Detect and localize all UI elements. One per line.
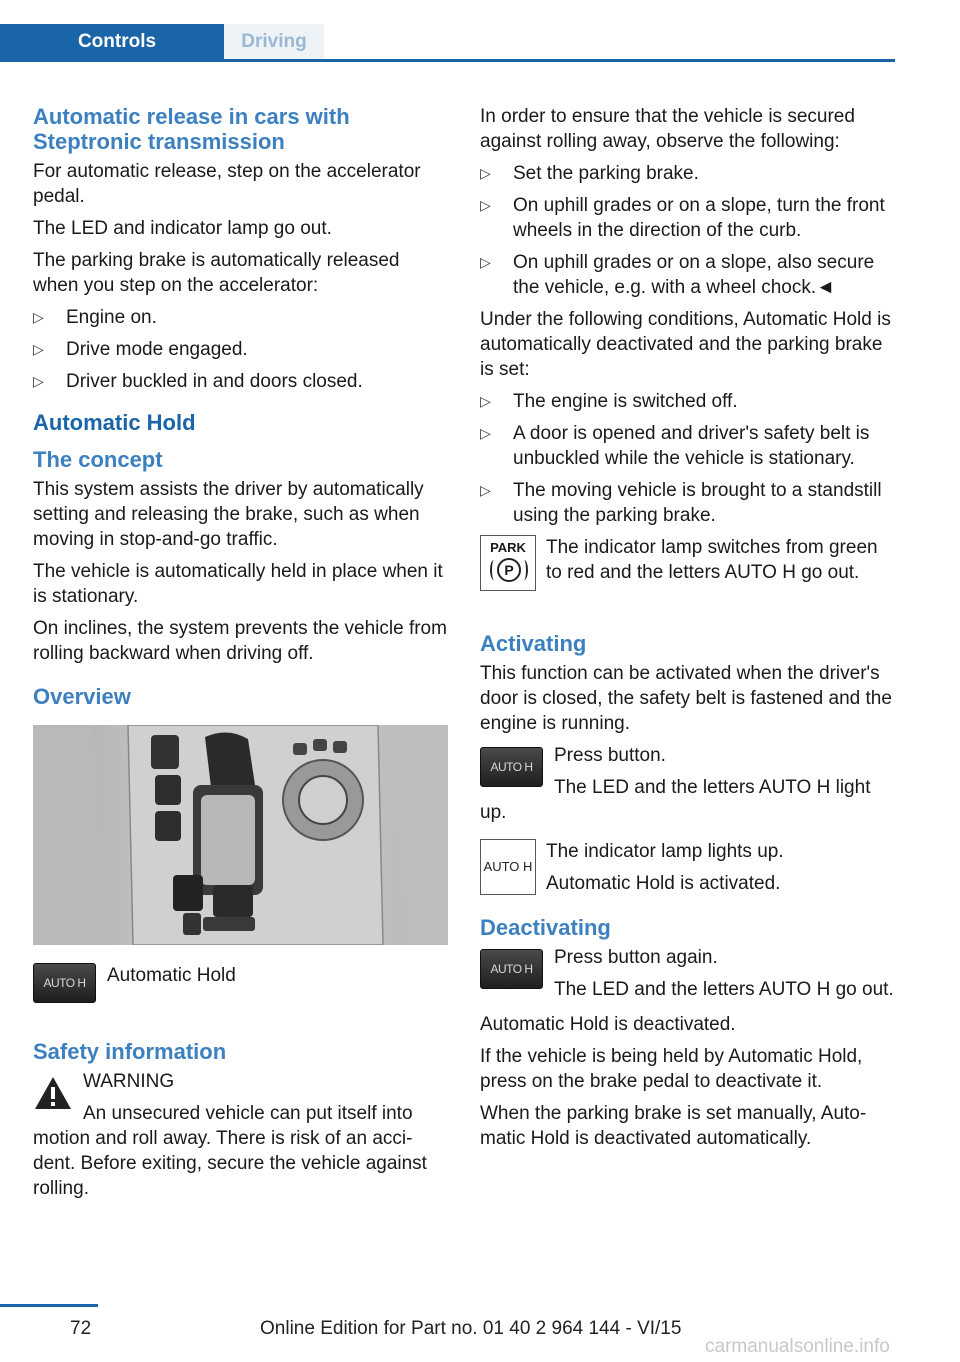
paragraph: The vehicle is automatically held in place when it is stationary. <box>33 561 443 607</box>
heading-deactivating: Deactivating <box>480 915 611 940</box>
tab-driving[interactable]: Driving <box>224 24 324 59</box>
bullet-triangle-icon: ▷ <box>480 482 491 498</box>
list-item: ▷ Set the parking brake. <box>480 163 699 184</box>
deactivate-press-row <box>480 945 895 1002</box>
bullet-triangle-icon: ▷ <box>33 341 44 357</box>
list-item: ▷ On uphill grades or on a slope, turn the front wheels in the direction of the curb. <box>480 195 885 241</box>
footer-rule <box>0 1304 98 1307</box>
paragraph: The parking brake is automatically released when you step on the accelerator: <box>33 250 400 296</box>
press-again-text: Press button again. <box>554 947 718 968</box>
release-conditions-list <box>33 305 448 394</box>
header-tabbar <box>0 24 895 62</box>
list-item: ▷ The engine is switched off. <box>480 391 738 412</box>
bullet-triangle-icon: ▷ <box>480 393 491 409</box>
paragraph: When the parking brake is set manually, Automatic Hold is deactivated automatically. <box>480 1103 867 1149</box>
paragraph: This function can be activated when the driver's door is closed, the safety belt is fastened and the engine is running. <box>480 663 892 734</box>
paragraph: The LED and indicator lamp go out. <box>33 218 332 239</box>
heading-the-concept: The concept <box>33 447 163 472</box>
edition-note: Online Edition for Part no. 01 40 2 964 144 - VI/15 <box>260 1318 682 1339</box>
park-indicator-icon: PARK P <box>480 535 536 591</box>
bullet-triangle-icon: ▷ <box>480 425 491 441</box>
list-item: ▷ Driver buckled in and doors closed. <box>33 371 363 392</box>
paragraph: Under the following conditions, Automatic Hold is automatically deactivated and the parking brake is set: <box>480 309 891 380</box>
paragraph: On inclines, the system prevents the vehicle from rolling backward when driving off. <box>33 618 447 664</box>
paragraph: In order to ensure that the vehicle is secured against rolling away, observe the following: <box>480 106 855 152</box>
bullet-triangle-icon: ▷ <box>480 197 491 213</box>
center-console-image <box>33 725 448 945</box>
list-item: ▷ A door is opened and driver's safety belt is unbuckled while the vehicle is stationary. <box>480 423 870 469</box>
heading-safety-information: Safety information <box>33 1039 227 1064</box>
autoh-legend-label: Automatic Hold <box>107 965 236 986</box>
page-number: 72 <box>70 1318 92 1339</box>
led-light-up-text: The LED and the letters AUTO H light up. <box>480 777 871 823</box>
autoh-button-icon: AUTO H <box>33 963 96 1003</box>
autoh-legend-row <box>33 963 448 1017</box>
bullet-triangle-icon: ▷ <box>480 165 491 181</box>
autoh-button-icon: AUTO H <box>480 949 543 989</box>
hold-activated-text: Automatic Hold is activated. <box>546 873 781 894</box>
bullet-triangle-icon: ▷ <box>480 254 491 270</box>
bullet-triangle-icon: ▷ <box>33 309 44 325</box>
list-item: ▷ Drive mode engaged. <box>33 339 248 360</box>
bullet-triangle-icon: ▷ <box>33 373 44 389</box>
list-item: ▷ The moving vehicle is brought to a standstill using the parking brake. <box>480 480 882 526</box>
paragraph: If the vehicle is being held by Automatic Hold, press on the brake pedal to deactivate it. <box>480 1046 863 1092</box>
paragraph: This system assists the driver by automatically setting and releasing the brake, such as when moving in stop-and-go traffic. <box>33 479 424 550</box>
activate-press-row <box>480 743 895 825</box>
warning-triangle-icon <box>33 1075 73 1111</box>
left-column <box>33 104 448 1208</box>
heading-automatic-release: Automatic release in cars with Steptronic transmission <box>33 104 350 154</box>
led-go-out-text: The LED and the letters AUTO H go out. <box>554 979 894 1000</box>
warning-block <box>33 1069 448 1201</box>
warning-text: An unsecured vehicle can put itself into motion and roll away. There is risk of an accident. Before exiting, secure the vehicle against rolling. <box>33 1103 427 1199</box>
tab-controls[interactable]: Controls <box>0 24 224 59</box>
heading-overview: Overview <box>33 684 131 709</box>
deactivation-conditions-list <box>480 389 895 528</box>
paragraph: For automatic release, step on the accelerator pedal. <box>33 161 421 207</box>
heading-activating: Activating <box>480 631 587 656</box>
center-console-illustration <box>33 725 448 945</box>
indicator-lamp-row <box>480 839 895 901</box>
right-column <box>480 104 895 1158</box>
press-button-text: Press button. <box>554 745 666 766</box>
lamp-lights-up-text: The indicator lamp lights up. <box>546 841 784 862</box>
paragraph: Automatic Hold is deactivated. <box>480 1014 736 1035</box>
heading-automatic-hold: Automatic Hold <box>33 410 196 435</box>
warning-title: WARNING <box>83 1071 175 1092</box>
park-lamp-row <box>480 535 895 613</box>
watermark: carmanualsonline.info <box>705 1336 890 1357</box>
park-lamp-text: The indicator lamp switches from green to red and the letters AUTO H go out. <box>546 537 878 583</box>
autoh-button-icon: AUTO H <box>480 747 543 787</box>
list-item: ▷ Engine on. <box>33 307 157 328</box>
secure-vehicle-list <box>480 161 895 300</box>
autoh-indicator-icon: AUTO H <box>480 839 536 895</box>
list-item: ▷ On uphill grades or on a slope, also secure the vehicle, e.g. with a wheel chock.◄ <box>480 252 875 298</box>
